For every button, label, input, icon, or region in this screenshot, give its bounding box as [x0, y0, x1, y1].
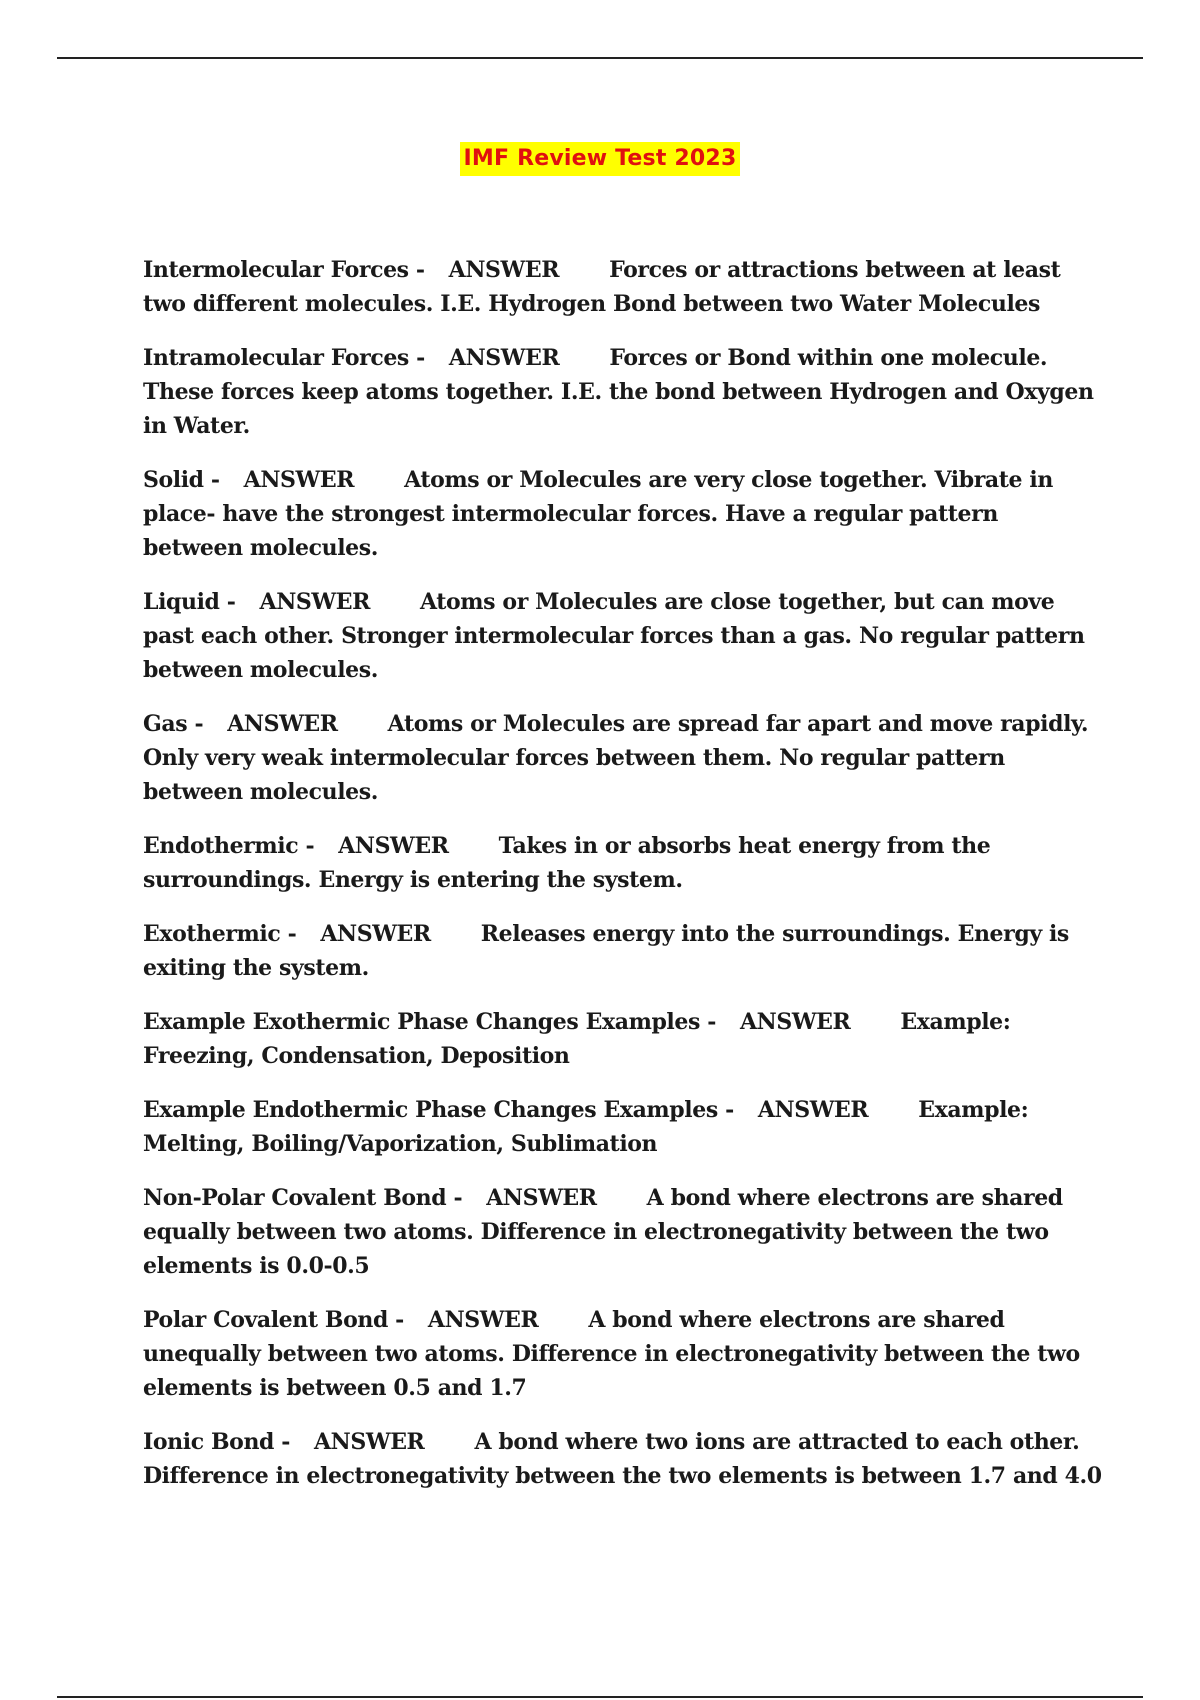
answer-label: ANSWER: [338, 833, 449, 859]
title-container: [0, 142, 1200, 176]
entry-term: Gas -: [143, 711, 204, 737]
entry-term: Endothermic -: [143, 833, 315, 859]
entry-term: Liquid -: [143, 589, 236, 615]
entry-definition: Forces or attractions between at least two different molecules. I.E. Hydrogen Bond between two Water Molecules: [143, 257, 1061, 317]
flashcard-entry: [143, 1181, 1103, 1283]
entry-definition: A bond where two ions are attracted to each other. Difference in electronegativity between the two elements is between 1.7 and 4.0: [143, 1429, 1102, 1489]
answer-label: ANSWER: [227, 711, 338, 737]
entry-term: Ionic Bond -: [143, 1429, 291, 1455]
flashcard-entry: [143, 1005, 1103, 1073]
entry-term: Non-Polar Covalent Bond -: [143, 1185, 463, 1211]
entry-definition: Example: Freezing, Condensation, Deposition: [143, 1009, 1011, 1069]
answer-label: ANSWER: [427, 1307, 539, 1333]
entry-term: Exothermic -: [143, 921, 297, 947]
flashcard-entry: [143, 585, 1103, 687]
answer-label: ANSWER: [320, 921, 431, 947]
entry-definition: A bond where electrons are shared unequally between two atoms. Difference in electronegativity between the two elements is between 0.5 and 1.7: [143, 1307, 1080, 1401]
answer-label: ANSWER: [486, 1185, 597, 1211]
entry-definition: Atoms or Molecules are close together, but can move past each other. Stronger intermolecular forces than a gas. No regular pattern between molecules.: [143, 589, 1085, 683]
top-divider: [57, 57, 1143, 59]
flashcard-entry: [143, 1303, 1103, 1405]
entry-term: Intramolecular Forces -: [143, 345, 425, 371]
flashcard-list: [143, 253, 1103, 1513]
entry-term: Solid -: [143, 467, 220, 493]
entry-term: Intermolecular Forces -: [143, 257, 425, 283]
bottom-divider: [57, 1696, 1143, 1698]
document-title: IMF Review Test 2023: [460, 142, 741, 176]
entry-definition: Example: Melting, Boiling/Vaporization, Sublimation: [143, 1097, 1029, 1157]
flashcard-entry: [143, 707, 1103, 809]
answer-label: ANSWER: [739, 1009, 851, 1035]
answer-label: ANSWER: [448, 257, 560, 283]
flashcard-entry: [143, 1093, 1103, 1161]
flashcard-entry: [143, 341, 1103, 443]
flashcard-entry: [143, 463, 1103, 565]
entry-term: Polar Covalent Bond -: [143, 1307, 404, 1333]
answer-label: ANSWER: [448, 345, 560, 371]
entry-definition: Releases energy into the surroundings. Energy is exiting the system.: [143, 921, 1069, 981]
flashcard-entry: [143, 253, 1103, 321]
entry-definition: A bond where electrons are shared equally between two atoms. Difference in electronegativity between the two elements is 0.0-0.5: [143, 1185, 1063, 1279]
flashcard-entry: [143, 829, 1103, 897]
entry-definition: Forces or Bond within one molecule. These forces keep atoms together. I.E. the bond between Hydrogen and Oxygen in Water.: [143, 345, 1094, 439]
entry-definition: Atoms or Molecules are spread far apart and move rapidly. Only very weak intermolecular forces between them. No regular pattern between molecules.: [143, 711, 1089, 805]
answer-label: ANSWER: [757, 1097, 869, 1123]
flashcard-entry: [143, 917, 1103, 985]
entry-term: Example Exothermic Phase Changes Examples -: [143, 1009, 716, 1035]
answer-label: ANSWER: [243, 467, 355, 493]
flashcard-entry: [143, 1425, 1103, 1493]
answer-label: ANSWER: [314, 1429, 425, 1455]
entry-definition: Takes in or absorbs heat energy from the surroundings. Energy is entering the system.: [143, 833, 991, 893]
entry-term: Example Endothermic Phase Changes Examples -: [143, 1097, 734, 1123]
entry-definition: Atoms or Molecules are very close together. Vibrate in place- have the strongest intermolecular forces. Have a regular pattern between molecules.: [143, 467, 1053, 561]
answer-label: ANSWER: [259, 589, 370, 615]
